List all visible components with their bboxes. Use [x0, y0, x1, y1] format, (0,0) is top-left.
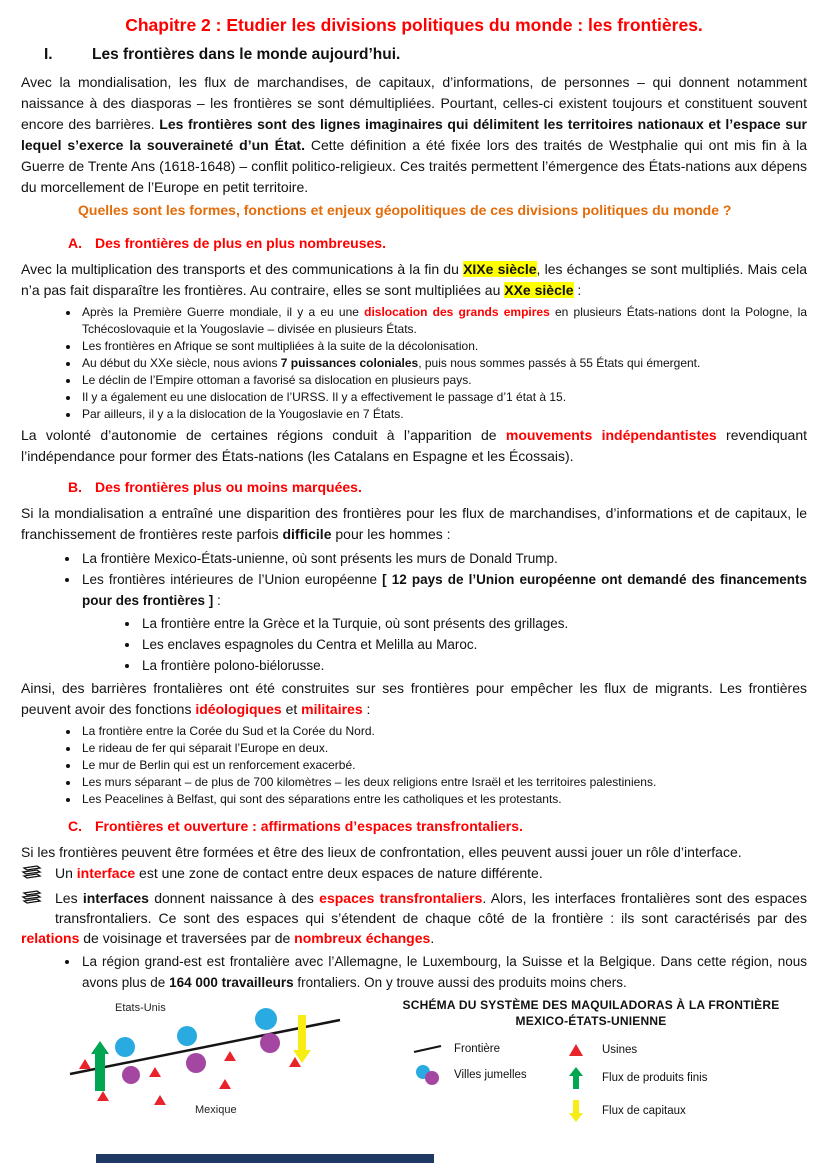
- definition-row: [21, 863, 807, 886]
- next-section-cutoff-bar: [96, 1154, 434, 1163]
- subsection-b-number: B.: [68, 478, 82, 495]
- a-bullet-list: [21, 304, 807, 423]
- legend-item-villes-jumelles: [411, 1064, 541, 1086]
- legend-item-frontiere: [411, 1043, 541, 1055]
- a-paragraph: Avec la multiplication des transports et des communications à la fin du XIXe siècle, les échanges se sont multipliés. Mais cela n’a pas fait disparaître les frontières. Au contraire, elles se sont multipliées au XXe siècle :: [21, 260, 807, 298]
- intro-paragraph: Avec la mondialisation, les flux de marchandises, de capitaux, d’informations, de personnes – qui donnent notamment naissance à des diasporas – les frontières se sont démultipliées. Pourtant, celles-ci existent toujours et constituent souvent encore des barrières. Les frontières sont des lignes imaginaires qui délimitent les territoires nationaux et l’espace sur lequel s’exerce la souveraineté d’un État. Cette définition a été fixée lors des traités de Westphalie qui ont mis fin à la Guerre de Trente Ans (1618-1648) – conflit politico-religieux. Ces traités permettent l’émergence des États-nations aux dépens du morcellement de l’Europe en petit territoire.: [21, 73, 808, 195]
- list-item: • Il y a également eu une dislocation de l’URSS. Il y a effectivement le passage d’1 état à 15.: [80, 389, 807, 406]
- definition-interface: Un interface est une zone de contact entre deux espaces de nature différente.: [55, 864, 543, 881]
- list-item: • La région grand-est est frontalière avec l’Allemagne, le Luxembourg, la Suisse et la Belgique. Dans cette région, nous avons plus de 164 000 travailleurs frontaliers. On y trouve aussi des produits moins chers.: [80, 951, 807, 993]
- book-icon: [21, 888, 55, 911]
- diagram-title-line1: SCHÉMA DU SYSTÈME DES MAQUILADORAS À LA FRONTIÈRE: [402, 997, 780, 1012]
- list-item: • Par ailleurs, il y a la dislocation de la Yougoslavie en 7 États.: [80, 406, 807, 423]
- legend-label: Usines: [602, 1043, 638, 1056]
- list-item: • Les frontières en Afrique se sont multipliées à la suite de la décolonisation.: [80, 338, 807, 355]
- book-icon: [21, 863, 55, 886]
- yellow-down-arrow-icon: [559, 1099, 593, 1123]
- subsection-a-title: Des frontières de plus en plus nombreuses.: [95, 234, 386, 251]
- subsection-b-heading: [21, 477, 807, 497]
- subsection-c-title: Frontières et ouverture : affirmations d’espaces transfrontaliers.: [95, 817, 523, 834]
- b-bullet-list-2: [21, 723, 807, 808]
- subsection-a-heading: [21, 233, 807, 253]
- list-item: • Le mur de Berlin qui est un renforcement exacerbé.: [80, 757, 807, 774]
- legend-item-usines: [559, 1043, 707, 1057]
- factory-triangle-icon: [559, 1043, 593, 1057]
- list-item: • Les murs séparant – de plus de 700 kilomètres – les deux religions entre Israël et les territoires palestiniens.: [80, 774, 807, 791]
- definition-espaces-transfrontaliers: Les interfaces donnent naissance à des espaces transfrontaliers. Alors, les interfaces frontalières sont des espaces transfrontaliers. Ce sont des espaces qui s’étendent de chaque côté de la frontière : ils sont caractérisés par des relations de voisinage et traversées par de nombreux échanges.: [21, 889, 807, 946]
- subsection-b-title: Des frontières plus ou moins marquées.: [95, 478, 362, 495]
- subsection-a-number: A.: [68, 234, 82, 251]
- maquiladoras-diagram: [21, 997, 807, 1149]
- legend-item-flux-produits: [559, 1066, 707, 1090]
- diagram-title: [391, 997, 791, 1029]
- list-item: • Au début du XXe siècle, nous avions 7 puissances coloniales, puis nous sommes passés à 55 États qui émergent.: [80, 355, 807, 372]
- list-item: • La frontière Mexico-États-unienne, où sont présents les murs de Donald Trump.: [80, 548, 807, 569]
- list-item: • La frontière polono-biélorusse.: [140, 655, 807, 676]
- c-bullet-list: [21, 951, 807, 993]
- a-outro-paragraph: La volonté d’autonomie de certaines régions conduit à l’apparition de mouvements indépendantistes revendiquant l’indépendance pour former des États-nations (les Catalans en Espagne et les Écossais).: [21, 426, 807, 464]
- list-item: • Après la Première Guerre mondiale, il y a eu une dislocation des grands empires en plusieurs États-nations dont la Pologne, la Tchécoslovaquie et la Yougoslavie – divisée en plusieurs États.: [80, 304, 807, 338]
- list-item: • La frontière entre la Grèce et la Turquie, où sont présents des grillages.: [140, 613, 807, 634]
- legend-label: Flux de produits finis: [602, 1071, 708, 1084]
- label-etats-unis: Etats-Unis: [115, 1001, 166, 1014]
- b-paragraph-2: Ainsi, des barrières frontalières ont été construites sur ses frontières pour empêcher les flux de migrants. Les frontières peuvent avoir des fonctions idéologiques et militaires :: [21, 679, 807, 717]
- subsection-c-number: C.: [68, 817, 82, 834]
- legend-item-flux-capitaux: [559, 1099, 707, 1123]
- section-1-heading: [21, 45, 807, 66]
- list-item: • Le rideau de fer qui séparait l’Europe en deux.: [80, 740, 807, 757]
- diagram-legend: [391, 997, 791, 1132]
- section-1-number: I.: [44, 45, 53, 63]
- list-item: • La frontière entre la Corée du Sud et la Corée du Nord.: [80, 723, 807, 740]
- legend-label: Villes jumelles: [454, 1068, 527, 1081]
- diagram-title-line2: MEXICO-ÉTATS-UNIENNE: [515, 1013, 667, 1028]
- capital-flow-arrow: [293, 1015, 311, 1063]
- list-item: • Les frontières intérieures de l’Union européenne [ 12 pays de l’Union européenne ont demandé des financements pour des frontières ] :: [80, 569, 807, 611]
- subsection-c-heading: [21, 816, 807, 836]
- legend-label: Flux de capitaux: [602, 1104, 686, 1117]
- green-up-arrow-icon: [559, 1066, 593, 1090]
- section-1-title: Les frontières dans le monde aujourd’hui.: [92, 45, 401, 63]
- frontier-line-icon: [411, 1043, 445, 1055]
- chapter-title: Chapitre 2 : Etudier les divisions politiques du monde : les frontières.: [125, 15, 703, 35]
- b-paragraph: Si la mondialisation a entraîné une disparition des frontières pour les flux de marchandises, d’informations et de capitaux, le franchissement de frontières reste parfois difficile pour les hommes :: [21, 504, 807, 542]
- list-item: • Les enclaves espagnoles du Centra et Melilla au Maroc.: [140, 634, 807, 655]
- b-sub-bullet-list: [21, 613, 807, 676]
- list-item: • Le déclin de l’Empire ottoman a favorisé sa dislocation en plusieurs pays.: [80, 372, 807, 389]
- border-schema: [55, 997, 385, 1132]
- label-mexique: Mexique: [195, 1103, 237, 1116]
- b-bullet-list: [21, 548, 807, 611]
- definition-row: [21, 888, 807, 948]
- twin-cities-icon: [411, 1064, 445, 1086]
- problem-question: Quelles sont les formes, fonctions et enjeux géopolitiques de ces divisions politiques du monde ?: [78, 201, 732, 218]
- c-paragraph: Si les frontières peuvent être formées et être des lieux de confrontation, elles peuvent aussi jouer un rôle d’interface.: [21, 843, 742, 860]
- legend-label: Frontière: [454, 1042, 501, 1055]
- list-item: • Les Peacelines à Belfast, qui sont des séparations entre les catholiques et les protestants.: [80, 791, 807, 808]
